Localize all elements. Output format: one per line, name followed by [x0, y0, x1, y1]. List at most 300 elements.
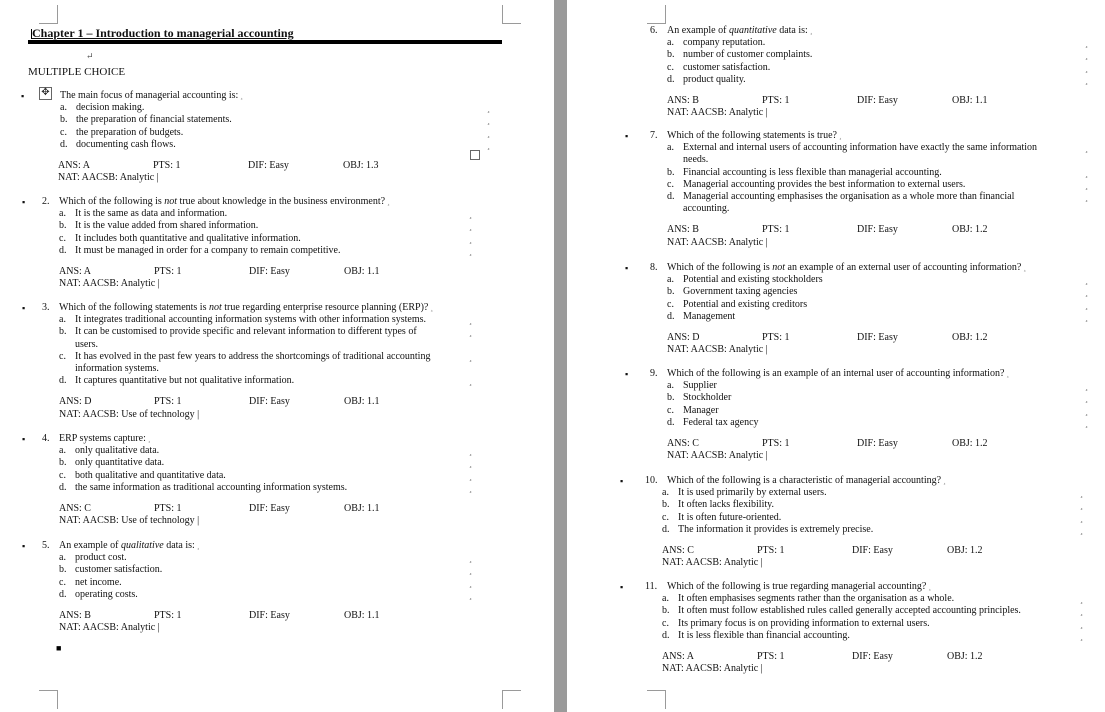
answer-option[interactable] — [42, 481, 472, 494]
chapter-title[interactable]: Chapter 1 – Introduction to managerial accounting — [32, 26, 294, 40]
list-bullet-icon: ▪ — [22, 197, 26, 207]
question-text: data is: — [776, 25, 808, 36]
cell-end-mark-icon: ¸ — [1080, 500, 1083, 511]
option-letter: c. — [667, 178, 674, 190]
question-11 — [620, 581, 1083, 675]
answer-option[interactable] — [645, 523, 1083, 536]
option-text: Supplier — [683, 380, 717, 392]
option-letter: d. — [59, 375, 67, 387]
option-text: Federal tax agency — [683, 416, 759, 428]
question-4 — [22, 433, 472, 527]
objective: OBJ: 1.2 — [952, 332, 988, 344]
difficulty: DIF: Easy — [248, 160, 289, 172]
difficulty: DIF: Easy — [857, 224, 898, 236]
format-mark-icon: ¸ — [194, 541, 200, 550]
answer-option[interactable] — [650, 49, 1088, 61]
cell-end-mark-icon: ¸ — [487, 115, 490, 126]
answer-option[interactable] — [645, 511, 1083, 524]
cell-end-mark-icon: ¸ — [469, 315, 472, 326]
option-text: documenting cash flows. — [76, 138, 176, 150]
answer-option[interactable] — [42, 244, 472, 257]
answer-option[interactable] — [650, 286, 1088, 298]
paragraph-mark-icon: ↵ — [86, 51, 94, 61]
answer-option[interactable] — [645, 499, 1083, 511]
option-text: The information it provides is extremely precise. — [678, 523, 874, 535]
answer-metadata — [42, 503, 462, 527]
format-mark-icon: ¸ — [1004, 369, 1010, 378]
option-text: customer satisfaction. — [683, 61, 771, 73]
crop-mark-top-left — [647, 5, 666, 24]
answer-option[interactable] — [650, 142, 1088, 166]
question-text: Which of the following is — [667, 262, 773, 273]
answer-key: ANS: D — [59, 396, 92, 408]
answer-key: ANS: A — [662, 651, 694, 663]
question-stem[interactable] — [650, 262, 1060, 274]
objective: OBJ: 1.1 — [344, 503, 380, 515]
answer-option[interactable] — [42, 232, 472, 245]
option-text: It has evolved in the past few years to address the shortcomings of traditional accounting — [75, 350, 431, 362]
cell-end-mark-icon: ¸ — [1080, 630, 1083, 641]
cell-end-mark-icon: ¸ — [469, 553, 472, 564]
answer-metadata — [645, 545, 1055, 569]
cell-end-mark-icon: ¸ — [1085, 143, 1088, 154]
question-stem[interactable] — [650, 25, 1060, 37]
option-letter: c. — [59, 232, 66, 244]
cell-end-mark-icon: ¸ — [1085, 192, 1088, 203]
option-letter: c. — [667, 61, 674, 73]
option-letter: a. — [60, 102, 67, 114]
option-text: It is less flexible than financial accounting. — [678, 629, 850, 641]
answer-option[interactable] — [42, 375, 472, 387]
option-letter: d. — [59, 481, 67, 493]
question-stem[interactable] — [60, 90, 480, 102]
national-standard: NAT: AACSB: Analytic | — [667, 236, 768, 248]
option-text: External and internal users of accounting information have exactly the same information — [683, 142, 1038, 154]
option-letter: c. — [59, 350, 66, 362]
option-text: It can be customised to provide specific and relevant information to different types of — [75, 326, 417, 338]
option-text: customer satisfaction. — [75, 564, 163, 576]
option-text-continued: information systems. — [75, 363, 159, 375]
cell-end-mark-icon: ¸ — [1085, 417, 1088, 428]
list-bullet-icon: ▪ — [22, 541, 26, 551]
cell-end-mark-icon: ¸ — [1085, 287, 1088, 298]
national-standard: NAT: AACSB: Use of technology | — [59, 408, 200, 420]
cell-end-mark-icon: ¸ — [1085, 311, 1088, 322]
answer-option[interactable] — [42, 220, 472, 232]
points: PTS: 1 — [154, 610, 182, 622]
cell-end-mark-icon: ¸ — [1080, 488, 1083, 499]
option-text: company reputation. — [683, 37, 766, 49]
option-text: It integrates traditional accounting information systems with other information systems. — [75, 314, 427, 326]
format-mark-icon: ¸ — [941, 476, 946, 485]
option-text: Managerial accounting provides the best information to external users. — [683, 178, 966, 190]
option-letter: c. — [667, 404, 674, 416]
question-stem[interactable] — [42, 433, 462, 445]
question-text: data is: — [163, 540, 195, 551]
list-bullet-icon: ▪ — [625, 369, 629, 379]
answer-metadata — [42, 396, 462, 420]
difficulty: DIF: Easy — [249, 266, 290, 278]
option-text: Management — [683, 310, 736, 322]
question-number: 3. — [42, 302, 50, 313]
cell-end-mark-icon: ¸ — [1085, 381, 1088, 392]
cell-end-mark-icon: ¸ — [469, 351, 472, 362]
option-text: both qualitative and quantitative data. — [75, 469, 226, 481]
answer-key: ANS: B — [59, 610, 91, 622]
points: PTS: 1 — [154, 266, 182, 278]
answer-option[interactable] — [650, 191, 1088, 215]
option-letter: a. — [662, 593, 669, 605]
list-bullet-icon: ▪ — [620, 582, 624, 592]
question-9 — [625, 368, 1088, 462]
answer-option[interactable] — [650, 274, 1088, 286]
cell-end-mark-icon: ¸ — [1080, 524, 1083, 535]
option-text: product quality. — [683, 73, 746, 85]
objective: OBJ: 1.2 — [952, 438, 988, 450]
objective: OBJ: 1.1 — [344, 610, 380, 622]
question-number: 11. — [645, 581, 658, 592]
cell-end-mark-icon: ¸ — [487, 139, 490, 150]
question-text: not — [164, 196, 178, 207]
national-standard: NAT: AACSB: Analytic | — [667, 450, 768, 462]
points: PTS: 1 — [757, 545, 785, 557]
option-text: It must be managed in order for a company to remain competitive. — [75, 244, 341, 256]
section-heading: MULTIPLE CHOICE — [28, 66, 126, 78]
option-text: It captures quantitative but not qualitative information. — [75, 375, 295, 387]
option-letter: b. — [667, 286, 675, 298]
answer-option[interactable] — [650, 380, 1088, 392]
question-stem[interactable] — [42, 196, 462, 208]
cell-end-mark-icon: ¸ — [469, 565, 472, 576]
national-standard: NAT: AACSB: Analytic | — [59, 622, 160, 634]
answer-metadata — [650, 438, 1060, 462]
question-2 — [22, 196, 472, 290]
list-bullet-icon: ▪ — [22, 303, 26, 313]
option-text: Potential and existing stockholders — [683, 274, 823, 286]
cell-end-mark-icon: ¸ — [1085, 179, 1088, 190]
format-mark-icon: ¸ — [145, 434, 151, 443]
list-bullet-icon: ▪ — [22, 434, 26, 444]
option-text-continued: needs. — [683, 154, 709, 166]
objective: OBJ: 1.1 — [344, 266, 380, 278]
question-number: 9. — [650, 368, 658, 379]
option-letter: b. — [59, 220, 67, 232]
objective: OBJ: 1.1 — [344, 396, 380, 408]
option-text: operating costs. — [75, 588, 138, 600]
question-10 — [620, 475, 1083, 569]
cell-end-mark-icon: ¸ — [469, 470, 472, 481]
option-letter: d. — [667, 191, 675, 203]
option-text: net income. — [75, 576, 122, 588]
option-text: It often must follow established rules called generally accepted accounting principles. — [678, 605, 1021, 617]
question-text: qualitative — [120, 540, 164, 551]
option-letter: a. — [59, 314, 66, 326]
question-text: true regarding enterprise resource planning (ERP)? — [221, 302, 429, 313]
cell-end-mark-icon: ¸ — [469, 233, 472, 244]
answer-metadata — [650, 224, 1060, 248]
answer-option[interactable] — [42, 457, 472, 469]
question-text: not — [772, 262, 786, 273]
answer-option[interactable] — [42, 564, 472, 576]
answer-key: ANS: C — [662, 545, 694, 557]
question-1 — [21, 90, 490, 184]
question-text: ERP systems capture: — [59, 433, 146, 444]
format-mark-icon: ¸ — [385, 197, 390, 206]
answer-metadata — [650, 332, 1060, 356]
option-text: Its primary focus is on providing information to external users. — [678, 617, 930, 629]
question-text: Which of the following is a characteristic of managerial accounting? — [667, 475, 942, 486]
cell-end-mark-icon: ¸ — [487, 127, 490, 138]
answer-key: ANS: A — [59, 266, 91, 278]
option-text: It often lacks flexibility. — [678, 499, 774, 511]
option-letter: a. — [667, 380, 674, 392]
option-letter: b. — [59, 457, 67, 469]
points: PTS: 1 — [762, 332, 790, 344]
option-text: Government taxing agencies — [683, 286, 798, 298]
answer-option[interactable] — [650, 392, 1088, 404]
answer-option[interactable] — [650, 178, 1088, 191]
option-letter: a. — [59, 445, 66, 457]
answer-option[interactable] — [645, 605, 1083, 617]
cell-end-mark-icon: ¸ — [469, 577, 472, 588]
option-text: number of customer complaints. — [683, 49, 813, 61]
question-7 — [625, 130, 1088, 249]
difficulty: DIF: Easy — [249, 610, 290, 622]
cell-end-mark-icon: ¸ — [1080, 594, 1083, 605]
cell-end-mark-icon: ¸ — [1085, 405, 1088, 416]
points: PTS: 1 — [153, 160, 181, 172]
question-number: 6. — [650, 25, 658, 36]
answer-option[interactable] — [42, 350, 472, 375]
difficulty: DIF: Easy — [852, 651, 893, 663]
option-text: Stockholder — [683, 392, 732, 404]
question-text: Which of the following statements is true? — [667, 130, 837, 141]
objective: OBJ: 1.2 — [952, 224, 988, 236]
option-letter: b. — [59, 326, 67, 338]
answer-option[interactable] — [650, 73, 1088, 86]
cell-end-mark-icon: ¸ — [469, 458, 472, 469]
answer-option[interactable] — [645, 629, 1083, 642]
option-letter: d. — [59, 244, 67, 256]
option-letter: d. — [667, 73, 675, 85]
answer-option[interactable] — [42, 208, 472, 220]
question-stem[interactable] — [42, 302, 462, 314]
option-letter: a. — [59, 208, 66, 220]
cell-end-mark-icon: ¸ — [469, 245, 472, 256]
option-text: Financial accounting is less flexible than managerial accounting. — [683, 166, 942, 178]
list-bullet-icon: ▪ — [625, 131, 629, 141]
points: PTS: 1 — [154, 396, 182, 408]
option-letter: c. — [667, 298, 674, 310]
cell-end-mark-icon: ¸ — [1085, 38, 1088, 49]
list-bullet-icon: ▪ — [21, 91, 25, 101]
option-text: the preparation of budgets. — [76, 126, 184, 138]
option-letter: d. — [60, 138, 68, 150]
list-bullet-icon: ▪ — [625, 263, 629, 273]
question-text: Which of the following is true regarding managerial accounting? — [667, 581, 927, 592]
answer-option[interactable] — [60, 114, 490, 126]
option-text: product cost. — [75, 552, 127, 564]
points: PTS: 1 — [762, 438, 790, 450]
question-number: 10. — [645, 475, 658, 486]
question-number: 5. — [42, 540, 50, 551]
question-text: Which of the following is an example of an internal user of accounting information? — [667, 368, 1005, 379]
cell-end-mark-icon: ¸ — [1085, 50, 1088, 61]
answer-option[interactable] — [650, 404, 1088, 417]
format-mark-icon: ¸ — [926, 582, 932, 591]
option-letter: b. — [667, 49, 675, 61]
format-mark-icon: ¸ — [807, 26, 813, 35]
bullet-icon: ■ — [56, 643, 62, 653]
answer-option[interactable] — [42, 314, 472, 326]
option-text: It is the same as data and information. — [75, 208, 228, 220]
option-text: It is used primarily by external users. — [678, 487, 827, 499]
option-text: Manager — [683, 404, 719, 416]
difficulty: DIF: Easy — [857, 95, 898, 107]
cell-end-mark-icon: ¸ — [1085, 74, 1088, 85]
document-page-right — [567, 0, 1105, 712]
option-letter: c. — [60, 126, 67, 138]
answer-option[interactable] — [650, 416, 1088, 429]
cell-end-mark-icon: ¸ — [487, 103, 490, 114]
answer-option[interactable] — [650, 310, 1088, 323]
question-text: Which of the following statements is — [59, 302, 209, 313]
difficulty: DIF: Easy — [857, 332, 898, 344]
answer-option[interactable] — [42, 576, 472, 589]
option-letter: a. — [667, 274, 674, 286]
cell-end-mark-icon: ¸ — [469, 376, 472, 387]
points: PTS: 1 — [757, 651, 785, 663]
objective: OBJ: 1.2 — [947, 651, 983, 663]
question-text: An example of — [667, 25, 729, 36]
question-stem[interactable] — [645, 581, 1055, 593]
answer-key: ANS: A — [58, 160, 90, 172]
points: PTS: 1 — [762, 224, 790, 236]
question-text: An example of — [59, 540, 121, 551]
national-standard: NAT: AACSB: Analytic | — [59, 278, 160, 290]
option-letter: c. — [662, 511, 669, 523]
answer-option[interactable] — [645, 593, 1083, 605]
answer-key: ANS: B — [667, 95, 699, 107]
answer-option[interactable] — [42, 326, 472, 350]
answer-option[interactable] — [645, 487, 1083, 499]
national-standard: NAT: AACSB: Use of technology | — [59, 515, 200, 527]
option-text: decision making. — [76, 102, 145, 114]
question-text: not — [208, 302, 222, 313]
option-text: the same information as traditional accounting information systems. — [75, 481, 348, 493]
option-text: Potential and existing creditors — [683, 298, 808, 310]
cell-end-mark-icon: ¸ — [469, 221, 472, 232]
national-standard: NAT: AACSB: Analytic | — [667, 107, 768, 119]
option-letter: b. — [662, 605, 670, 617]
option-letter: a. — [59, 552, 66, 564]
answer-metadata — [60, 160, 480, 184]
option-letter: d. — [667, 416, 675, 428]
option-letter: a. — [667, 142, 674, 154]
option-letter: a. — [662, 487, 669, 499]
crop-mark-top-left — [39, 5, 58, 24]
question-text: quantitative — [728, 25, 777, 36]
answer-key: ANS: C — [667, 438, 699, 450]
question-3 — [22, 302, 472, 421]
option-letter: d. — [662, 629, 670, 641]
option-letter: c. — [662, 617, 669, 629]
question-stem[interactable] — [650, 368, 1060, 380]
question-number: 2. — [42, 196, 50, 207]
national-standard: NAT: AACSB: Analytic | — [662, 557, 763, 569]
cell-end-mark-icon: ¸ — [1080, 606, 1083, 617]
answer-option[interactable] — [42, 469, 472, 482]
question-stem[interactable] — [650, 130, 1060, 142]
option-letter: b. — [667, 392, 675, 404]
list-bullet-icon: ▪ — [620, 476, 624, 486]
cell-end-mark-icon: ¸ — [1085, 275, 1088, 286]
option-letter: d. — [662, 523, 670, 535]
format-mark-icon: ¸ — [1021, 263, 1027, 272]
format-mark-icon: ¸ — [836, 131, 842, 140]
cell-end-mark-icon: ¸ — [469, 446, 472, 457]
question-text: true about knowledge in the business environment? — [177, 196, 386, 207]
option-text-continued: accounting. — [683, 203, 730, 215]
answer-option[interactable] — [650, 61, 1088, 74]
title-underline-rule — [28, 40, 502, 44]
answer-metadata — [650, 95, 1060, 119]
option-letter: d. — [59, 588, 67, 600]
question-number: 4. — [42, 433, 50, 444]
option-text-continued: users. — [75, 338, 99, 350]
answer-option[interactable] — [60, 102, 490, 114]
difficulty: DIF: Easy — [249, 503, 290, 515]
question-text: an example of an external user of accounting information? — [785, 262, 1022, 273]
format-mark-icon: ¸ — [428, 303, 434, 312]
points: PTS: 1 — [154, 503, 182, 515]
national-standard: NAT: AACSB: Analytic | — [667, 344, 768, 356]
cell-end-mark-icon: ¸ — [1085, 62, 1088, 73]
answer-option[interactable] — [650, 37, 1088, 49]
answer-option[interactable] — [650, 298, 1088, 311]
option-letter: d. — [667, 310, 675, 322]
answer-option[interactable] — [42, 552, 472, 564]
format-mark-icon: ¸ — [238, 91, 243, 100]
crop-mark-bottom-right — [502, 690, 521, 709]
crop-mark-bottom-left — [647, 690, 666, 709]
answer-option[interactable] — [645, 617, 1083, 630]
question-number: 7. — [650, 130, 658, 141]
question-stem[interactable] — [645, 475, 1055, 487]
question-stem[interactable] — [42, 540, 462, 552]
points: PTS: 1 — [762, 95, 790, 107]
answer-option[interactable] — [42, 588, 472, 601]
option-text: It is often future-oriented. — [678, 511, 782, 523]
objective: OBJ: 1.3 — [343, 160, 379, 172]
option-text: It includes both quantitative and qualitative information. — [75, 232, 301, 244]
difficulty: DIF: Easy — [249, 396, 290, 408]
answer-option[interactable] — [42, 445, 472, 457]
cell-end-mark-icon: ¸ — [1080, 618, 1083, 629]
option-text: Managerial accounting emphasises the organisation as a whole more than financial — [683, 191, 1015, 203]
option-text: only quantitative data. — [75, 457, 165, 469]
answer-metadata — [42, 266, 462, 290]
answer-option[interactable] — [60, 126, 490, 139]
cell-end-mark-icon: ¸ — [1085, 167, 1088, 178]
table-move-handle-icon[interactable]: ✥ — [39, 87, 52, 100]
answer-option[interactable] — [650, 166, 1088, 179]
option-letter: a. — [667, 37, 674, 49]
objective: OBJ: 1.2 — [947, 545, 983, 557]
answer-option[interactable] — [60, 138, 490, 151]
answer-key: ANS: D — [667, 332, 700, 344]
option-letter: b. — [667, 166, 675, 178]
